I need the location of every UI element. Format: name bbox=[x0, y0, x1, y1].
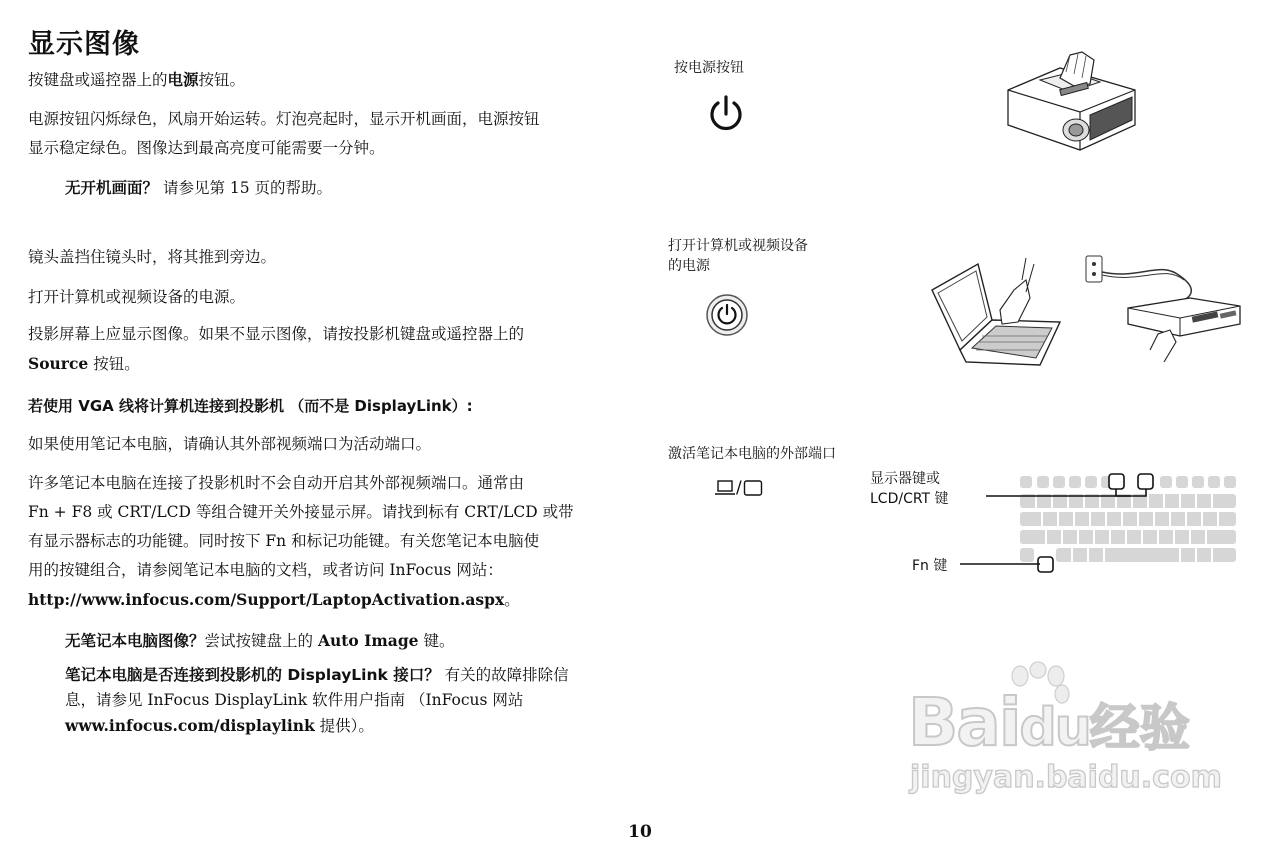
power-icon bbox=[706, 94, 746, 134]
label-line: LCD/CRT 键 bbox=[870, 491, 949, 507]
paragraph-power-status bbox=[28, 105, 628, 163]
text-line: 用的按键组合，请参阅笔记本电脑的文档，或者访问 InFocus 网站： bbox=[28, 561, 503, 579]
caption-line: 打开计算机或视频设备 bbox=[668, 238, 808, 254]
text: 按键盘或遥控器上的 bbox=[28, 71, 168, 89]
label-line: 显示器键或 bbox=[870, 471, 940, 487]
keyboard-diagram bbox=[940, 470, 1240, 575]
text-line: 有显示器标志的功能键。同时按下 Fn 和标记功能键。有关您笔记本电脑使 bbox=[28, 532, 540, 550]
paragraph-power bbox=[28, 66, 628, 95]
text-line: 显示稳定绿色。图像达到最高亮度可能需要一分钟。 bbox=[28, 139, 385, 157]
text-line: 许多笔记本电脑在连接了投影机时不会自动开启其外部视频端口。通常由 bbox=[28, 474, 525, 492]
fn-key-label: Fn 键 bbox=[912, 558, 948, 574]
source-term: Source bbox=[28, 354, 89, 373]
page-title: 显示图像 bbox=[28, 29, 140, 60]
laptop-icon bbox=[715, 479, 735, 497]
note-text: 尝试按键盘上的 bbox=[204, 632, 318, 650]
caption-line: 的电源 bbox=[668, 258, 710, 274]
monitor-icon bbox=[743, 479, 763, 497]
text: 按钮。 bbox=[88, 355, 140, 373]
paragraph-laptop-port: 如果使用笔记本电脑，请确认其外部视频端口为活动端口。 bbox=[28, 435, 432, 453]
caption-activate-port: 激活笔记本电脑的外部端口 bbox=[668, 446, 836, 462]
power-term: 电源 bbox=[167, 71, 199, 89]
monitor-key-label bbox=[870, 469, 949, 509]
text-line: Fn + F8 或 CRT/LCD 等组合键开关外接显示屏。请找到标有 CRT/LCD 或带 bbox=[28, 503, 574, 521]
paragraph-lens-cap: 镜头盖挡住镜头时，将其推到旁边。 bbox=[28, 248, 277, 266]
paragraph-turn-on: 打开计算机或视频设备的电源。 bbox=[28, 288, 246, 306]
watermark-jingyan: 经验 bbox=[1089, 699, 1190, 757]
note-text: 有关的故障排除信 bbox=[439, 666, 569, 684]
note-label: 无开机画面？ bbox=[65, 179, 159, 197]
auto-image-term: Auto Image bbox=[317, 631, 419, 650]
note-text: 键。 bbox=[418, 632, 455, 650]
note-no-startup bbox=[65, 174, 625, 203]
baidu-watermark-text bbox=[908, 684, 1190, 763]
note-label: 笔记本电脑是否连接到投影机的 DisplayLink 接口？ bbox=[65, 666, 440, 684]
text: 按钮。 bbox=[198, 71, 246, 89]
laptop-activation-link[interactable]: http://www.infocus.com/Support/LaptopActivation.aspx bbox=[28, 590, 505, 609]
video-device-illustration bbox=[1080, 250, 1250, 370]
slash-separator: / bbox=[736, 478, 742, 498]
text-line: 投影屏幕上应显示图像。如果不显示图像，请按投影机键盘或遥控器上的 bbox=[28, 325, 525, 343]
paragraph-source bbox=[28, 320, 628, 379]
displaylink-link[interactable]: www.infocus.com/displaylink bbox=[65, 716, 315, 735]
text-line: 电源按钮闪烁绿色，风扇开始运转。灯泡亮起时，显示开机画面，电源按钮 bbox=[28, 110, 540, 128]
note-label: 无笔记本电脑图像？ bbox=[65, 632, 205, 650]
note-no-laptop-image bbox=[65, 626, 625, 656]
section-heading-vga: 若使用 VGA 线将计算机连接到投影机 （而不是 DisplayLink）: bbox=[28, 397, 473, 415]
paragraph-laptop-keys bbox=[28, 469, 628, 615]
caption-turn-on-computer bbox=[668, 236, 808, 276]
watermark-url: jingyan.baidu.com bbox=[910, 760, 1222, 795]
note-text: 请参见第 15 页的帮助。 bbox=[158, 179, 333, 197]
note-displaylink bbox=[65, 663, 625, 739]
caption-power-button: 按电源按钮 bbox=[674, 60, 744, 76]
laptop-monitor-symbol bbox=[715, 478, 763, 498]
computer-power-button-icon bbox=[705, 293, 749, 337]
page-number: 10 bbox=[628, 822, 652, 842]
laptop-illustration bbox=[930, 250, 1070, 368]
watermark-brand: Bai bbox=[908, 684, 1020, 761]
text: 。 bbox=[504, 591, 520, 609]
projector-illustration bbox=[1000, 50, 1145, 155]
note-text: 提供）。 bbox=[314, 717, 374, 735]
watermark-brand-du: du bbox=[1019, 698, 1090, 758]
note-text: 息，请参见 InFocus DisplayLink 软件用户指南 （InFocus 网站 bbox=[65, 691, 524, 709]
